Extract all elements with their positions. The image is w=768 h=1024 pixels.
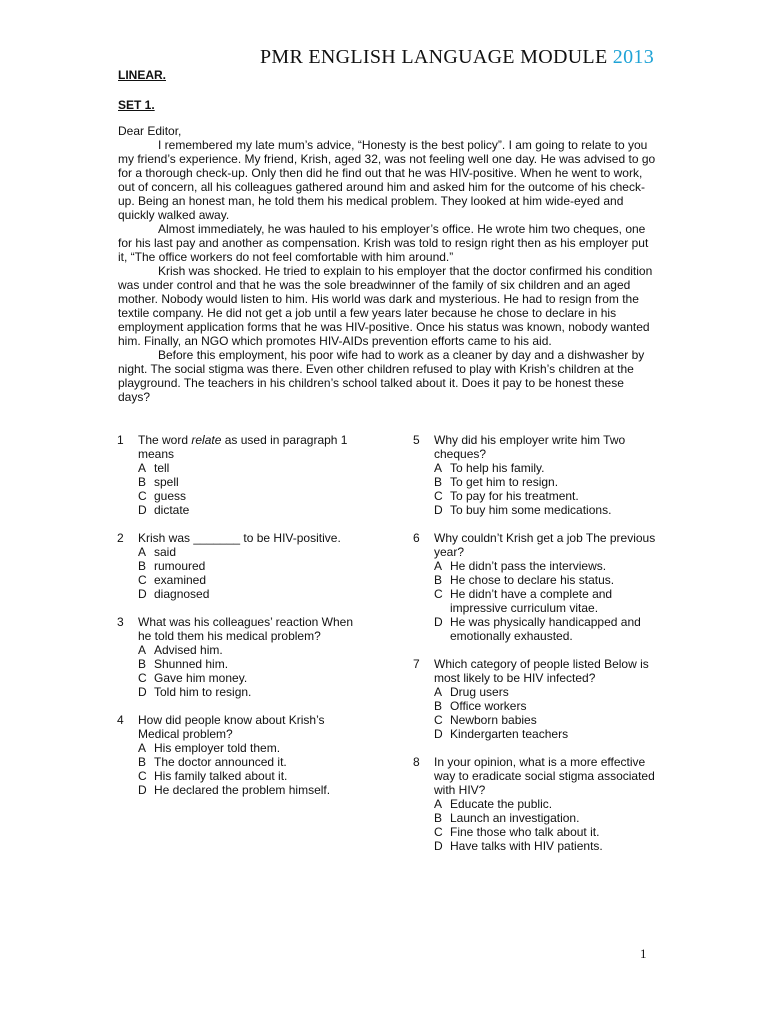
answer-option [434, 559, 663, 573]
page-number: 1 [640, 946, 647, 961]
option-text: Kindergarten teachers [450, 727, 569, 741]
option-text: Gave him money. [154, 671, 248, 685]
option-letter: B [434, 573, 443, 587]
option-letter: D [434, 727, 443, 741]
question-item [117, 713, 367, 797]
answer-option [138, 587, 367, 601]
answer-option [434, 797, 663, 811]
question-item [413, 531, 663, 643]
question-stem: Krish was _______ to be HIV-positive. [138, 531, 341, 545]
question-number: 5 [413, 433, 420, 447]
answer-option [138, 573, 367, 587]
option-letter: A [138, 741, 147, 755]
option-text: Newborn babies [450, 713, 537, 727]
option-letter: C [434, 587, 443, 601]
option-text: tell [154, 461, 170, 475]
answer-option [138, 685, 367, 699]
option-text: Launch an investigation. [450, 811, 580, 825]
answer-option [138, 741, 367, 755]
option-letter: A [434, 461, 443, 475]
option-text: spell [154, 475, 179, 489]
answer-option [138, 503, 367, 517]
answer-option [434, 475, 663, 489]
option-text: The doctor announced it. [154, 755, 287, 769]
question-stem: Which category of people listed Below is most likely to be HIV infected? [434, 657, 649, 685]
option-letter: C [138, 769, 147, 783]
option-text: To pay for his treatment. [450, 489, 579, 503]
letter-paragraph: I remembered my late mum’s advice, “Honesty is the best policy”. I am going to relate to you my friend’s experience. My friend, Krish, aged 32, was not feeling well one day. He was advised to go for a thorough check-up. Only then did he find out that he was HIV-positive. When he went to work, out of concern, all his colleagues gathered around him and asked him for the outcome of his check-up. Being an honest man, he told them his medical problem. They looked at him wide-eyed and quickly walked away. [118, 138, 656, 222]
option-letter: A [434, 685, 443, 699]
option-letter: D [434, 839, 443, 853]
answer-option [138, 475, 367, 489]
answer-option [138, 657, 367, 671]
option-letter: D [138, 685, 147, 699]
option-text: Office workers [450, 699, 527, 713]
answer-option [434, 811, 663, 825]
option-letter: B [434, 699, 443, 713]
option-letter: C [138, 573, 147, 587]
questions-right-column [413, 433, 663, 867]
option-text: said [154, 545, 177, 559]
option-letter: C [434, 489, 443, 503]
question-item [117, 615, 367, 699]
answer-option [138, 559, 367, 573]
option-letter: C [138, 489, 147, 503]
option-text: Shunned him. [154, 657, 229, 671]
question-stem: What was his colleagues’ reaction When he told them his medical problem? [138, 615, 353, 643]
question-stem: The word relate as used in paragraph 1 means [138, 433, 348, 461]
answer-option [434, 587, 663, 615]
question-number: 3 [117, 615, 124, 629]
option-text: He didn’t pass the interviews. [450, 559, 607, 573]
option-letter: C [434, 825, 443, 839]
option-letter: C [434, 713, 443, 727]
option-text: rumoured [154, 559, 206, 573]
option-letter: D [138, 587, 147, 601]
option-letter: B [138, 475, 147, 489]
question-stem-emphasis: relate [191, 433, 222, 447]
header-year: 2013 [612, 46, 654, 68]
option-text: His family talked about it. [154, 769, 288, 783]
option-text: He chose to declare his status. [450, 573, 615, 587]
option-text: Drug users [450, 685, 509, 699]
option-letter: B [434, 475, 443, 489]
question-number: 8 [413, 755, 420, 769]
letter-paragraph: Almost immediately, he was hauled to his employer’s office. He wrote him two cheques, one for his last pay and another as compensation. Krish was told to resign right then as his employer put it, “The office workers do not feel comfortable with him around.” [118, 222, 649, 264]
set-label: SET 1. [118, 98, 155, 112]
answer-option [434, 699, 663, 713]
option-letter: D [434, 503, 443, 517]
option-text: Advised him. [154, 643, 223, 657]
option-text: guess [154, 489, 187, 503]
answer-option [138, 643, 367, 657]
option-letter: A [138, 545, 147, 559]
option-letter: B [138, 559, 147, 573]
answer-option [434, 461, 663, 475]
option-letter: B [138, 657, 147, 671]
option-letter: A [434, 559, 443, 573]
answer-option [138, 545, 367, 559]
option-text: Have talks with HIV patients. [450, 839, 603, 853]
letter-body [118, 124, 658, 404]
question-item [117, 433, 367, 517]
answer-option [138, 755, 367, 769]
question-item [117, 531, 367, 601]
answer-option [434, 615, 663, 643]
header-title: PMR ENGLISH LANGUAGE MODULE [259, 46, 608, 68]
letter-paragraph: Krish was shocked. He tried to explain to his employer that the doctor confirmed his condition was under control and that he was the sole breadwinner of the family of six children and an aged mother. Nobody would listen to him. His world was dark and mysterious. He had to resign from the textile company. He did not get a job until a few years later because he chose to declare in his employment application forms that he was HIV-positive. Once his status was known, nobody wanted him. Finally, an NGO which promotes HIV-AIDs prevention efforts came to his aid. [118, 264, 653, 348]
letter-salutation: Dear Editor, [118, 124, 182, 138]
answer-option [434, 685, 663, 699]
option-text: dictate [154, 503, 190, 517]
option-text: Fine those who talk about it. [450, 825, 600, 839]
answer-option [434, 839, 663, 853]
option-letter: D [138, 783, 147, 797]
answer-option [434, 503, 663, 517]
option-text: He was physically handicapped and emotionally exhausted. [450, 615, 641, 643]
answer-option [434, 713, 663, 727]
answer-option [434, 825, 663, 839]
option-letter: A [138, 643, 147, 657]
option-text: To buy him some medications. [450, 503, 612, 517]
option-text: To get him to resign. [450, 475, 559, 489]
answer-option [434, 727, 663, 741]
question-stem: How did people know about Krish’s Medical problem? [138, 713, 325, 741]
option-text: diagnosed [154, 587, 210, 601]
question-stem: Why did his employer write him Two cheques? [434, 433, 626, 461]
option-text: examined [154, 573, 207, 587]
option-letter: B [434, 811, 443, 825]
option-letter: A [138, 461, 147, 475]
option-text: He didn’t have a complete and impressive curriculum vitae. [450, 587, 613, 615]
option-text: Educate the public. [450, 797, 553, 811]
option-letter: D [138, 503, 147, 517]
option-letter: B [138, 755, 147, 769]
option-letter: D [434, 615, 443, 629]
answer-option [138, 783, 367, 797]
section-label: LINEAR. [118, 68, 166, 82]
question-number: 6 [413, 531, 420, 545]
answer-option [434, 489, 663, 503]
letter-paragraph: Before this employment, his poor wife had to work as a cleaner by day and a dishwasher by night. The social stigma was there. Even other children refused to play with Krish’s children at the playground. The teachers in his children’s school talked about it. Does it pay to be honest these days? [118, 348, 645, 404]
option-letter: A [434, 797, 443, 811]
option-text: To help his family. [450, 461, 545, 475]
answer-option [138, 461, 367, 475]
option-text: His employer told them. [154, 741, 281, 755]
answer-option [138, 671, 367, 685]
question-number: 1 [117, 433, 124, 447]
question-number: 4 [117, 713, 124, 727]
answer-option [138, 489, 367, 503]
questions-left-column [117, 433, 367, 811]
question-item [413, 433, 663, 517]
question-item [413, 755, 663, 853]
question-stem: In your opinion, what is a more effective way to eradicate social stigma associated with HIV? [434, 755, 655, 797]
page-header [0, 46, 654, 69]
answer-option [138, 769, 367, 783]
option-text: Told him to resign. [154, 685, 252, 699]
question-item [413, 657, 663, 741]
question-number: 7 [413, 657, 420, 671]
answer-option [434, 573, 663, 587]
question-number: 2 [117, 531, 124, 545]
question-stem: Why couldn’t Krish get a job The previous year? [434, 531, 656, 559]
option-letter: C [138, 671, 147, 685]
option-text: He declared the problem himself. [154, 783, 331, 797]
